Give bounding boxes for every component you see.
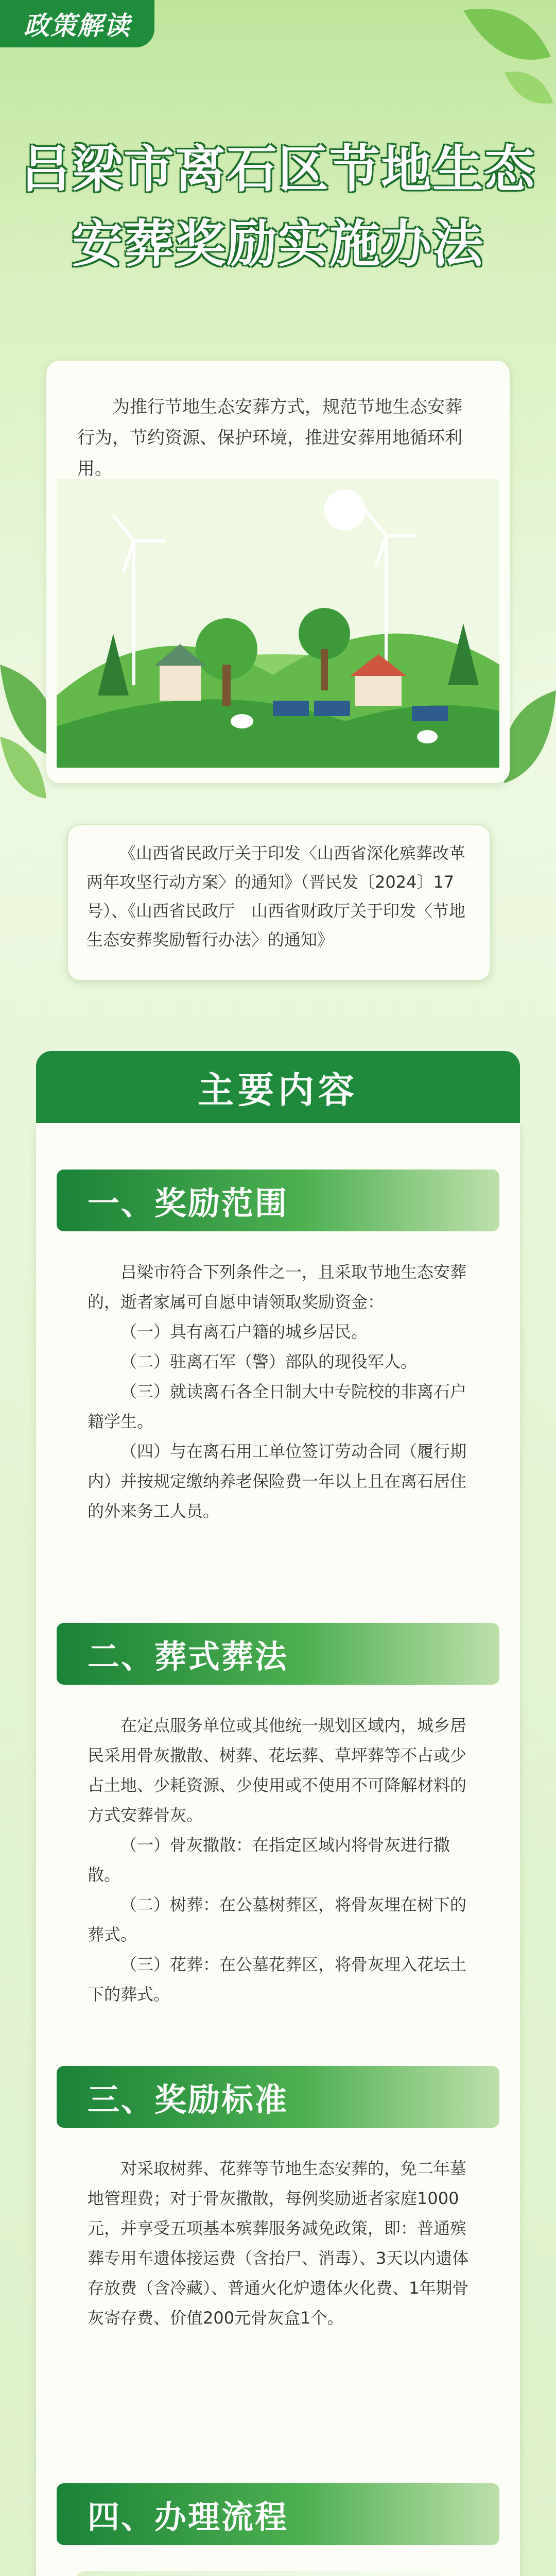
- section-reward-standard-body: [88, 2154, 479, 2333]
- page-title-line2: 安葬奖励实施办法: [72, 214, 484, 274]
- reward-standard-text: 对采取树葬、花葬等节地生态安葬的，免二年墓地管理费；对于骨灰撒散，每例奖励逝者家庭1000元，并享受五项基本殡葬服务减免政策，即：普通殡葬专用车遗体接运费（含抬尸、消毒）、3天以内遗体存放费（含冷藏）、普通火化炉遗体火化费、1年期骨灰寄存费、价值200元骨灰盒1个。: [88, 2159, 469, 2328]
- burial-method-item: （二）树葬：在公墓树葬区，将骨灰埋在树下的葬式。: [88, 1895, 467, 1944]
- reward-scope-item: （二）驻离石军（警）部队的现役军人。: [120, 1352, 418, 1371]
- section-reward-scope-body: [88, 1257, 479, 1526]
- reward-scope-item: （三）就读离石各全日制大中专院校的非离石户籍学生。: [88, 1382, 467, 1431]
- burial-method-item: （一）骨灰撒散：在指定区域内将骨灰进行撒散。: [88, 1835, 450, 1885]
- page-title-line1: 吕梁市离石区节地生态: [20, 140, 535, 199]
- policy-tag: 政策解读: [0, 0, 154, 47]
- section-process-title: 四、办理流程: [57, 2483, 499, 2545]
- intro-text: 为推行节地生态安葬方式，规范节地生态安葬行为，节约资源、保护环境，推进安葬用地循环利用。: [77, 397, 462, 479]
- reward-scope-lead: 吕梁市符合下列条件之一，且采取节地生态安葬的，逝者家属可自愿申请领取奖励资金：: [88, 1262, 467, 1312]
- policy-basis-card: [67, 824, 491, 981]
- burial-method-lead: 在定点服务单位或其他统一规划区域内，城乡居民采用骨灰撒散、树葬、花坛葬、草坪葬等不占或少占土地、少耗资源、少使用或不使用不可降解材料的方式安葬骨灰。: [88, 1716, 467, 1825]
- section-reward-scope-title: 一、奖励范围: [57, 1170, 499, 1231]
- reward-scope-item: （四）与在离石用工单位签订劳动合同（履行期内）并按规定缴纳养老保险费一年以上且在离石居住的外来务工人员。: [88, 1442, 467, 1521]
- process-sub-heading-1: [72, 2571, 484, 2576]
- main-content-heading: 主要内容: [36, 1051, 520, 1123]
- landscape-illustration: [57, 479, 499, 768]
- section-reward-standard-title: 三、奖励标准: [57, 2066, 499, 2128]
- reward-scope-item: （一）具有离石户籍的城乡居民。: [120, 1322, 368, 1342]
- section-burial-method-body: [88, 1710, 479, 2009]
- burial-method-item: （三）花葬：在公墓花葬区，将骨灰埋入花坛土下的葬式。: [88, 1955, 467, 2004]
- section-burial-method-title: 二、葬式葬法: [57, 1623, 499, 1685]
- policy-basis-text: 《山西省民政厅关于印发〈山西省深化殡葬改革两年攻坚行动方案〉的通知》（晋民发〔2024〕17号）、《山西省民政厅 山西省财政厅关于印发〈节地生态安葬奖励暂行办法〉的通知》: [86, 843, 466, 950]
- leaf-decoration-icon: [443, 0, 556, 113]
